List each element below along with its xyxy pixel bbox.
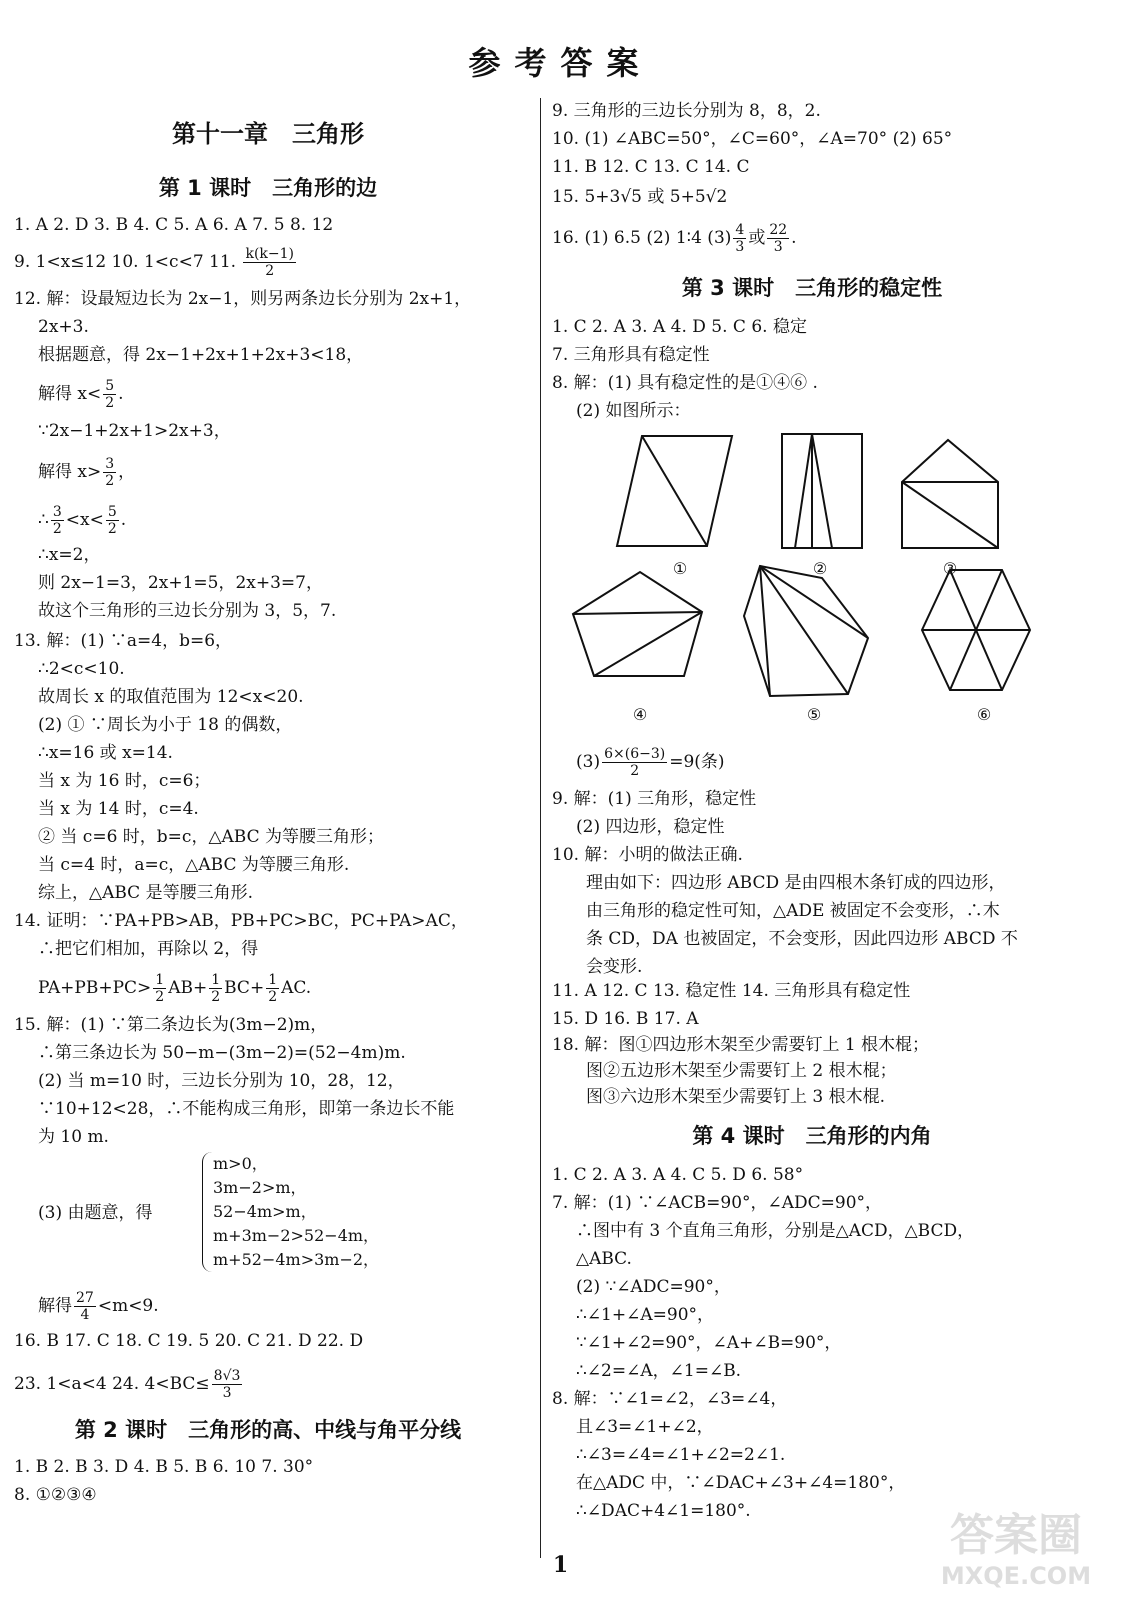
q8-line: 8. 解：∵∠1=∠2，∠3=∠4， [552,1389,788,1409]
q13-line: ∴2<c<10. [38,659,125,679]
fraction: $\frac{27}{4}$ [76,1290,94,1323]
q18-line: 图③六边形木架至少需要钉上 3 根木棍. [586,1087,886,1107]
q12-line: ∴x=2， [38,545,101,565]
answers-16-22: 16. B 17. C 18. C 19. 5 20. C 21. D 22. D [14,1331,364,1351]
q8-line: 且∠3=∠1+∠2， [576,1417,714,1437]
answer-10: 10. (1) ∠ABC=50°，∠C=60°，∠A=70° (2) 65° [552,129,953,149]
figure-3-house [902,440,998,548]
q12-line: 解得 x> $\frac{3}{2}$ ， [38,456,136,489]
q7-line: (2) ∵∠ADC=90°， [576,1277,731,1297]
q15-line: (2) 当 m=10 时，三边长分别为 10，28，12， [38,1071,405,1091]
watermark-url: MXQE.COM [940,1562,1092,1590]
q7-line: ∵∠1+∠2=90°，∠A+∠B=90°， [576,1333,842,1353]
q7-line: △ABC. [576,1249,632,1269]
q14-line: 14. 证明：∵PA+PB>AB，PB+PC>BC，PC+PA>AC， [14,911,468,931]
q13-line: 当 x 为 16 时，c=6； [38,771,211,791]
lesson-3-heading: 第 3 课时 三角形的稳定性 [681,276,943,300]
answer-16: 16. (1) 6.5 (2) 1∶4 (3) $\frac{4}{3}$ 或 $\frac{22}{3}$ . [552,222,797,255]
fraction: $\frac{1}{2}$ [268,972,278,1005]
page-title: 参考答案 [468,44,653,82]
q7-line: ∴∠2=∠A，∠1=∠B. [576,1361,742,1381]
q9-line: 9. 解：(1) 三角形，稳定性 [552,789,757,809]
q12-line: 解得 x< $\frac{5}{2}$ . [38,378,124,411]
lesson3-answer-7: 7. 三角形具有稳定性 [552,345,710,365]
figure-1-parallelogram [617,436,732,546]
q13-line: 当 c=4 时，a=c，△ABC 为等腰三角形. [38,855,350,875]
watermark-logo [918,1498,1114,1594]
q7-line: ∴∠1+∠A=90°， [576,1305,715,1325]
figure-label: ① [672,559,688,578]
watermark-text: 答案圈 [950,1510,1082,1561]
q7-line: ∴图中有 3 个直角三角形，分别是△ACD，△BCD， [576,1221,975,1241]
q15-line: 15. 解：(1) ∵第二条边长为(3m−2)m， [14,1015,328,1035]
lesson3-answers: 1. C 2. A 3. A 4. D 5. C 6. 稳定 [552,317,807,337]
q13-line: 综上，△ABC 是等腰三角形. [38,883,253,903]
q18-line: 图②五边形木架至少需要钉上 2 根木棍； [586,1061,897,1081]
lesson-4-heading: 第 4 课时 三角形的内角 [692,1124,932,1148]
q8-line: ∴∠3=∠4=∠1+∠2=2∠1. [576,1445,786,1465]
q12-line: 根据题意，得 2x−1+2x+1+2x+3<18， [38,345,364,365]
q13-line: ② 当 c=6 时，b=c，△ABC 为等腰三角形； [38,827,385,847]
q12-line: 故这个三角形的三边长分别为 3，5，7. [38,601,337,621]
q15-line: 解得 $\frac{27}{4}$ <m<9. [38,1290,159,1323]
fraction: $\frac{1}{2}$ [155,972,165,1005]
fraction: $\frac{8√3}{3}$ [213,1368,241,1401]
stability-figures [552,426,1072,736]
q10-line: 条 CD，DA 也被固定，不会变形，因此四边形 ABCD 不 [586,929,1018,949]
fraction: $\frac{5}{2}$ [107,504,117,537]
lesson2-answer-8: 8. ①②③④ [14,1485,97,1505]
q12-line: ∵2x−1+2x+1>2x+3， [38,421,231,441]
lesson-2-heading: 第 2 课时 三角形的高、中线与角平分线 [74,1418,462,1442]
figure-6-hexagon [922,570,1030,690]
q9-line: (2) 四边形，稳定性 [576,817,725,837]
q15-system-label: (3) 由题意，得 [38,1203,153,1223]
q13-line: 13. 解：(1) ∵a=4，b=6， [14,631,233,651]
fraction: $\frac{1}{2}$ [211,972,221,1005]
q12-line: 12. 解：设最短边长为 2x−1，则另两条边长分别为 2x+1， [14,289,472,309]
q8-line: (3) $\frac{6\times(6-3)}{2}$ =9(条) [576,746,725,779]
answers-15-17: 15. D 16. B 17. A [552,1009,699,1029]
q12-line: 2x+3. [38,317,89,337]
fraction: $\frac{3}{2}$ [105,456,115,489]
answer-15: 15. 5+3√5 或 5+5√2 [552,187,728,207]
q13-line: ∴x=16 或 x=14. [38,743,173,763]
page-number: 1 [552,1552,569,1578]
lesson4-answers: 1. C 2. A 3. A 4. C 5. D 6. 58° [552,1165,804,1185]
q10-line: 10. 解：小明的做法正确. [552,845,743,865]
figure-5-hexagon [744,566,868,696]
q14-line: PA+PB+PC> $\frac{1}{2}$ AB+ $\frac{1}{2}$ BC+ $\frac{1}{2}$ AC. [38,972,312,1005]
column-divider [540,98,541,1558]
fraction: $\frac{22}{3}$ [769,222,788,255]
q8-line: 在△ADC 中，∵∠DAC+∠3+∠4=180°， [576,1473,906,1493]
q10-line: 理由如下：四边形 ABCD 是由四根木条钉成的四边形， [586,873,1006,893]
fraction: $\frac{4}{3}$ [735,222,745,255]
figure-label: ④ [632,705,648,724]
answers-11-14: 11. B 12. C 13. C 14. C [552,157,750,177]
q8-line: (2) 如图所示： [576,401,691,421]
figure-4-pentagon [573,572,702,676]
figure-2-rectangle [782,434,862,548]
answers-23-24: 23. 1<a<4 24. 4<BC≤ $\frac{8√3}{3}$ [14,1368,241,1401]
q15-line: ∴第三条边长为 50−m−(3m−2)=(52−4m)m. [38,1043,406,1063]
q13-line: 当 x 为 14 时，c=4. [38,799,199,819]
figure-label: ③ [942,559,958,578]
lesson2-answers: 1. B 2. B 3. D 4. B 5. B 6. 10 7. 30° [14,1457,314,1477]
q7-line: 7. 解：(1) ∵∠ACB=90°，∠ADC=90°， [552,1193,883,1213]
answers-1-8: 1. A 2. D 3. B 4. C 5. A 6. A 7. 5 8. 12 [14,215,334,235]
answers-11-14: 11. A 12. C 13. 稳定性 14. 三角形具有稳定性 [552,981,911,1001]
q12-line: ∴ $\frac{3}{2}$ <x< $\frac{5}{2}$ . [38,504,127,537]
q13-line: (2) ① ∵周长为小于 18 的偶数， [38,715,293,735]
q14-line: ∴把它们相加，再除以 2，得 [38,939,259,959]
q15-system-block [38,1152,518,1276]
q10-line: 会变形. [586,957,643,977]
q15-line: ∵10+12<28，∴不能构成三角形，即第一条边长不能 [38,1099,455,1119]
answer-9: 9. 三角形的三边长分别为 8，8，2. [552,101,821,121]
fraction: $\frac{3}{2}$ [52,504,62,537]
figure-label: ② [812,559,828,578]
q10-line: 由三角形的稳定性可知，△ADE 被固定不会变形，∴木 [586,901,1000,921]
q8-line: 8. 解：(1) 具有稳定性的是①④⑥ . [552,373,818,393]
q18-line: 18. 解：图①四边形木架至少需要钉上 1 根木棍； [552,1035,930,1055]
q13-line: 故周长 x 的取值范围为 12<x<20. [38,687,304,707]
q15-line: 为 10 m. [38,1127,109,1147]
chapter-heading: 第十一章 三角形 [172,120,364,148]
inequality-system: m>0， 3m−2>m， 52−4m>m， m+3m−2>52−4m， m+52−4m>3m−2， [202,1152,379,1272]
q12-line: 则 2x−1=3，2x+1=5，2x+3=7， [38,573,323,593]
answers-9-11: 9. 1<x≤12 10. 1<c<7 11. $\frac{k(k-1)}{2}$ [14,246,295,279]
fraction: $\frac{k(k-1)}{2}$ [245,246,295,279]
q8-line: ∴∠DAC+4∠1=180°. [576,1501,751,1521]
figure-label: ⑥ [976,705,992,724]
fraction: $\frac{6\times(6-3)}{2}$ [604,746,666,779]
figure-label: ⑤ [806,705,822,724]
fraction: $\frac{5}{2}$ [105,378,115,411]
lesson-1-heading: 第 1 课时 三角形的边 [158,176,378,200]
